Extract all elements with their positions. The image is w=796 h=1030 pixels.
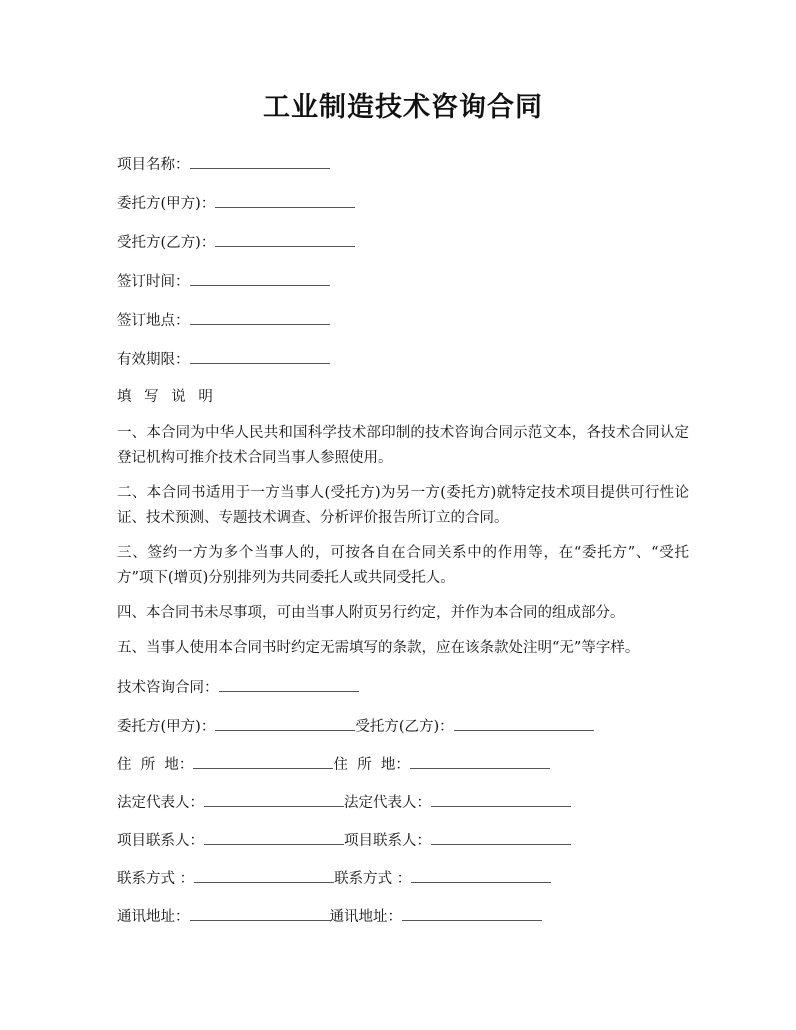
party-a-cell xyxy=(117,790,344,815)
party-row xyxy=(117,904,689,929)
cover-field-party-b xyxy=(117,230,689,255)
fill-blank[interactable] xyxy=(193,752,333,769)
fill-blank[interactable] xyxy=(454,714,594,731)
fill-blank[interactable] xyxy=(190,269,330,286)
field-label: 联系方式 ： xyxy=(334,871,412,887)
field-label: 签订地点： xyxy=(117,313,190,329)
party-a-cell xyxy=(117,752,333,777)
notes-heading: 填 写 说 明 xyxy=(117,389,213,405)
field-label: 通讯地址： xyxy=(117,909,190,925)
party-a-cell xyxy=(117,904,330,929)
fill-blank[interactable] xyxy=(190,904,330,921)
fill-blank[interactable] xyxy=(431,828,571,845)
note-paragraph: 一、本合同为中华人民共和国科学技术部印制的技术咨询合同示范文本，各技术合同认定登记机构可推介技术合同当事人参照使用。 xyxy=(117,425,689,466)
party-b-cell xyxy=(344,790,571,815)
fill-blank[interactable] xyxy=(219,675,359,692)
field-label: 受托方(乙方)： xyxy=(117,235,216,251)
document-page xyxy=(117,88,689,942)
fill-blank[interactable] xyxy=(431,790,571,807)
cover-field-party-a xyxy=(117,191,689,216)
field-label: 项目联系人： xyxy=(344,833,431,849)
party-b-cell xyxy=(334,866,551,891)
field-label: 住 所 地： xyxy=(117,757,194,773)
fill-blank[interactable] xyxy=(204,828,344,845)
fill-blank[interactable] xyxy=(402,904,542,921)
fill-blank[interactable] xyxy=(410,752,550,769)
field-label: 委托方(甲方)： xyxy=(117,196,216,212)
fill-blank[interactable] xyxy=(194,866,334,883)
field-label: 项目联系人： xyxy=(117,833,204,849)
party-row xyxy=(117,828,689,853)
field-label: 技术咨询合同： xyxy=(117,680,219,696)
fill-blank[interactable] xyxy=(204,790,344,807)
note-paragraph: 三、签约一方为多个当事人的，可按各自在合同关系中的作用等，在“委托方”、“受托方”项下(增页)分别排列为共同委托人或共同受托人。 xyxy=(117,545,689,586)
party-a-cell xyxy=(117,866,334,891)
field-label: 法定代表人： xyxy=(117,795,204,811)
fill-blank[interactable] xyxy=(190,152,330,169)
cover-field-sign-date xyxy=(117,269,689,294)
party-a-cell xyxy=(117,714,355,739)
cover-field-project-name xyxy=(117,152,689,177)
note-paragraph: 四、本合同书未尽事项，可由当事人附页另行约定，并作为本合同的组成部分。 xyxy=(117,605,625,621)
fill-blank[interactable] xyxy=(190,308,330,325)
fill-blank[interactable] xyxy=(190,347,330,364)
party-row xyxy=(117,714,689,739)
field-label: 签订时间： xyxy=(117,274,190,290)
field-label: 项目名称： xyxy=(117,157,190,173)
cover-field-sign-place xyxy=(117,308,689,333)
field-label: 住 所 地： xyxy=(333,757,410,773)
party-a-cell xyxy=(117,828,344,853)
document-title: 工业制造技术咨询合同 xyxy=(263,92,543,123)
note-paragraph: 五、当事人使用本合同书时约定无需填写的条款，应在该条款处注明“无”等字样。 xyxy=(117,640,640,656)
field-label: 法定代表人： xyxy=(344,795,431,811)
field-label: 联系方式 ： xyxy=(117,871,195,887)
party-row xyxy=(117,790,689,815)
fill-blank[interactable] xyxy=(215,714,355,731)
fill-blank[interactable] xyxy=(215,191,355,208)
contract-name-field xyxy=(117,675,689,700)
fill-blank[interactable] xyxy=(215,230,355,247)
field-label: 委托方(甲方)： xyxy=(117,719,216,735)
field-label: 有效期限： xyxy=(117,352,190,368)
party-row xyxy=(117,866,689,891)
cover-field-validity xyxy=(117,347,689,372)
field-label: 通讯地址： xyxy=(329,909,402,925)
party-row xyxy=(117,752,689,777)
party-b-cell xyxy=(333,752,549,777)
party-b-cell xyxy=(355,714,593,739)
note-paragraph: 二、本合同书适用于一方当事人(受托方)为另一方(委托方)就特定技术项目提供可行性论证、技术预测、专题技术调查、分析评价报告所订立的合同。 xyxy=(117,485,689,526)
field-label: 受托方(乙方)： xyxy=(355,719,454,735)
party-b-cell xyxy=(330,904,543,929)
fill-blank[interactable] xyxy=(411,866,551,883)
party-b-cell xyxy=(344,828,571,853)
